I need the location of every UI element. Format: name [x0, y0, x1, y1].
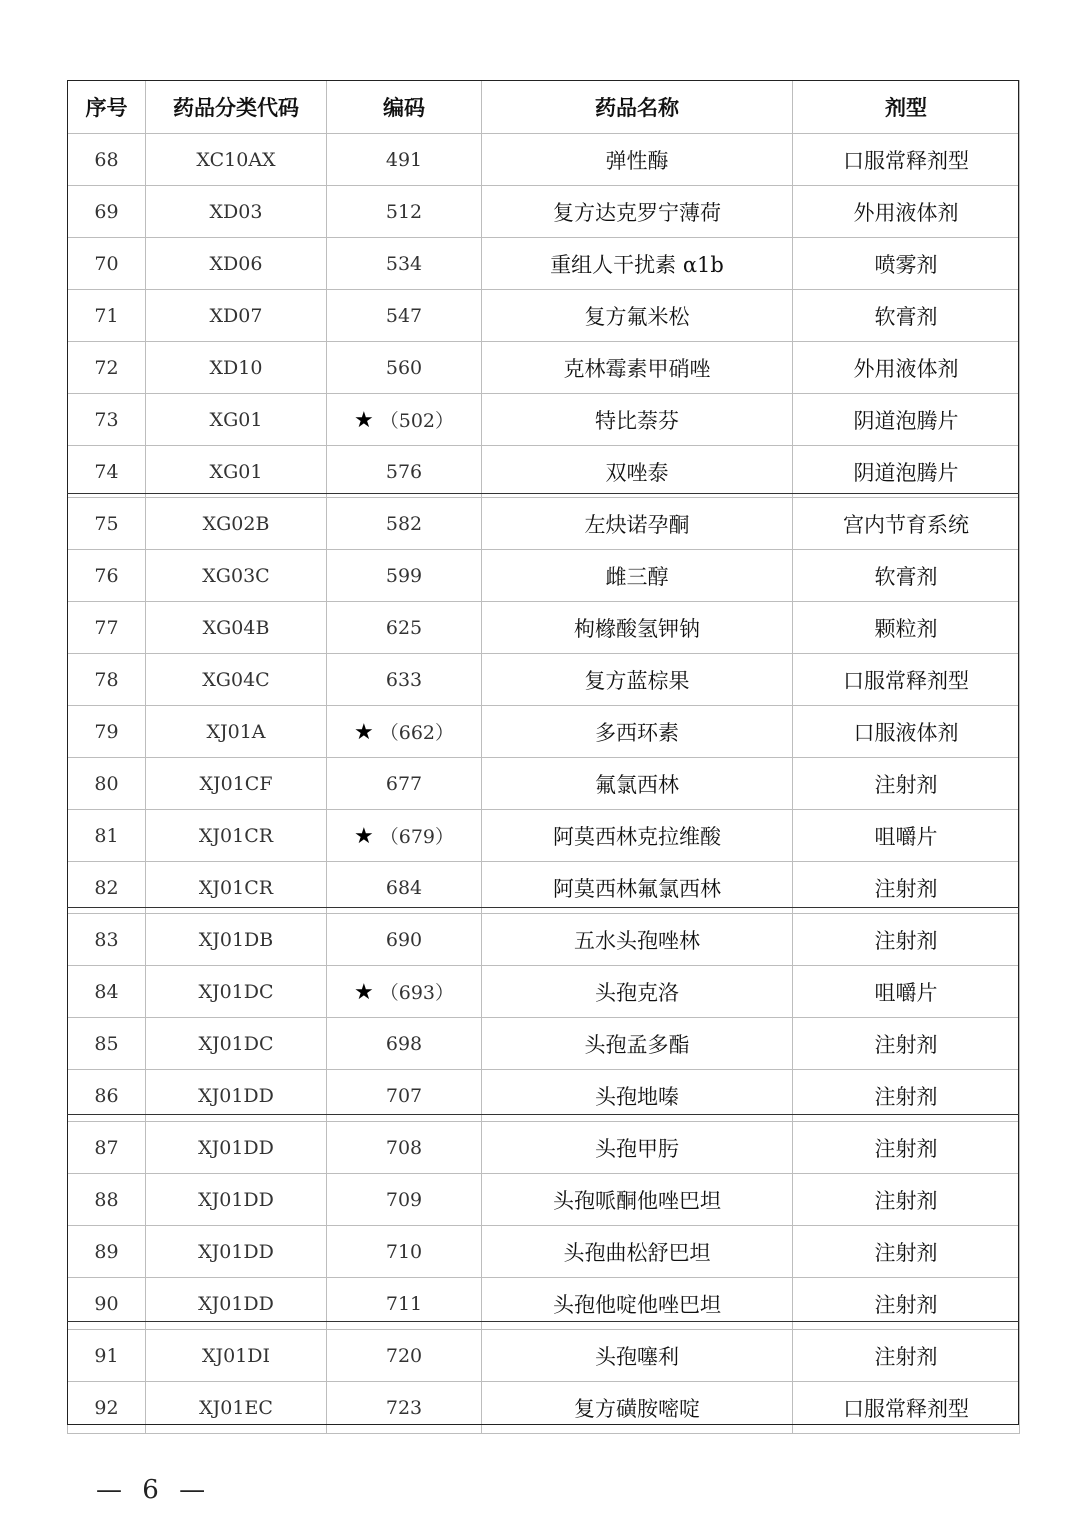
table-header-row [68, 81, 1020, 134]
serial-no-cell: 80 [68, 758, 146, 810]
code-value: 690 [385, 928, 423, 951]
code-value: （662） [379, 722, 454, 744]
code-value: 677 [385, 772, 423, 795]
code-cell [327, 706, 482, 758]
class-code-cell: XJ01DD [146, 1174, 327, 1226]
table-row [68, 1174, 1020, 1226]
dosage-form-cell: 咀嚼片 [793, 810, 1020, 862]
serial-no-cell: 78 [68, 654, 146, 706]
code-value: 633 [385, 668, 423, 691]
class-code-cell: XJ01CF [146, 758, 327, 810]
class-code-cell: XD03 [146, 186, 327, 238]
serial-no-cell: 69 [68, 186, 146, 238]
drug-name-cell: 氟氯西林 [482, 758, 793, 810]
dosage-form-cell: 口服常释剂型 [793, 654, 1020, 706]
table-body [68, 134, 1020, 1434]
star-icon: ★ [354, 980, 374, 1005]
table-row [68, 342, 1020, 394]
serial-no-cell: 77 [68, 602, 146, 654]
serial-no-cell: 70 [68, 238, 146, 290]
code-cell [327, 1382, 482, 1434]
table-row [68, 1018, 1020, 1070]
drug-name-cell: 头孢曲松舒巴坦 [482, 1226, 793, 1278]
code-value: 560 [385, 356, 423, 379]
code-value: 534 [385, 252, 423, 275]
serial-no-cell: 85 [68, 1018, 146, 1070]
serial-no-cell: 83 [68, 914, 146, 966]
drug-name-cell: 弹性酶 [482, 134, 793, 186]
serial-no-cell: 88 [68, 1174, 146, 1226]
code-cell [327, 1070, 482, 1122]
class-code-cell: XJ01DD [146, 1226, 327, 1278]
dosage-form-cell: 外用液体剂 [793, 342, 1020, 394]
serial-no-cell: 82 [68, 862, 146, 914]
header-dosage-form: 剂型 [793, 81, 1020, 134]
class-code-cell: XC10AX [146, 134, 327, 186]
class-code-cell: XG01 [146, 446, 327, 498]
table-row [68, 238, 1020, 290]
drug-name-cell: 多西环素 [482, 706, 793, 758]
code-cell [327, 914, 482, 966]
table-row [68, 446, 1020, 498]
header-serial-no: 序号 [68, 81, 146, 134]
drug-name-cell: 复方达克罗宁薄荷 [482, 186, 793, 238]
class-code-cell: XJ01DI [146, 1330, 327, 1382]
code-value: 582 [385, 512, 423, 535]
table-row [68, 1070, 1020, 1122]
code-cell [327, 342, 482, 394]
code-value: 599 [385, 564, 423, 587]
drug-name-cell: 复方蓝棕果 [482, 654, 793, 706]
code-cell [327, 966, 482, 1018]
dosage-form-cell: 注射剂 [793, 1226, 1020, 1278]
drug-name-cell: 双唑泰 [482, 446, 793, 498]
class-code-cell: XJ01DC [146, 1018, 327, 1070]
class-code-cell: XJ01DD [146, 1278, 327, 1330]
table-row [68, 1226, 1020, 1278]
class-code-cell: XG02B [146, 498, 327, 550]
code-value: 547 [385, 304, 423, 327]
drug-name-cell: 特比萘芬 [482, 394, 793, 446]
class-code-cell: XJ01EC [146, 1382, 327, 1434]
class-code-cell: XJ01CR [146, 810, 327, 862]
dosage-form-cell: 注射剂 [793, 758, 1020, 810]
serial-no-cell: 81 [68, 810, 146, 862]
drug-name-cell: 重组人干扰素 α1b [482, 238, 793, 290]
table-row [68, 186, 1020, 238]
serial-no-cell: 68 [68, 134, 146, 186]
code-value: 576 [385, 460, 423, 483]
table-row [68, 1382, 1020, 1434]
serial-no-cell: 87 [68, 1122, 146, 1174]
table-row [68, 1278, 1020, 1330]
code-value: 625 [385, 616, 423, 639]
table-row [68, 550, 1020, 602]
dosage-form-cell: 注射剂 [793, 1174, 1020, 1226]
drug-name-cell: 头孢他啶他唑巴坦 [482, 1278, 793, 1330]
header-class-code: 药品分类代码 [146, 81, 327, 134]
code-cell [327, 758, 482, 810]
dosage-form-cell: 注射剂 [793, 1330, 1020, 1382]
serial-no-cell: 91 [68, 1330, 146, 1382]
code-value: （693） [379, 982, 454, 1004]
code-value: 698 [385, 1032, 423, 1055]
star-icon: ★ [354, 408, 374, 433]
dosage-form-cell: 口服常释剂型 [793, 1382, 1020, 1434]
code-cell [327, 1330, 482, 1382]
dosage-form-cell: 注射剂 [793, 914, 1020, 966]
dosage-form-cell: 阴道泡腾片 [793, 446, 1020, 498]
drug-name-cell: 头孢甲肟 [482, 1122, 793, 1174]
header-code: 编码 [327, 81, 482, 134]
class-code-cell: XG03C [146, 550, 327, 602]
table-row [68, 810, 1020, 862]
serial-no-cell: 76 [68, 550, 146, 602]
drug-name-cell: 复方磺胺嘧啶 [482, 1382, 793, 1434]
code-cell [327, 446, 482, 498]
drug-name-cell: 克林霉素甲硝唑 [482, 342, 793, 394]
code-cell [327, 1278, 482, 1330]
dosage-form-cell: 阴道泡腾片 [793, 394, 1020, 446]
drug-name-cell: 复方氟米松 [482, 290, 793, 342]
serial-no-cell: 79 [68, 706, 146, 758]
code-value: 709 [385, 1188, 423, 1211]
dosage-form-cell: 注射剂 [793, 1278, 1020, 1330]
code-value: （679） [379, 826, 454, 848]
code-value: 512 [385, 200, 423, 223]
dosage-form-cell: 咀嚼片 [793, 966, 1020, 1018]
drug-name-cell: 头孢噻利 [482, 1330, 793, 1382]
serial-no-cell: 90 [68, 1278, 146, 1330]
drug-name-cell: 雌三醇 [482, 550, 793, 602]
dosage-form-cell: 注射剂 [793, 1122, 1020, 1174]
class-code-cell: XD07 [146, 290, 327, 342]
dosage-form-cell: 口服液体剂 [793, 706, 1020, 758]
serial-no-cell: 71 [68, 290, 146, 342]
table-row [68, 602, 1020, 654]
class-code-cell: XJ01DC [146, 966, 327, 1018]
class-code-cell: XJ01DB [146, 914, 327, 966]
table-row [68, 394, 1020, 446]
class-code-cell: XG04C [146, 654, 327, 706]
serial-no-cell: 92 [68, 1382, 146, 1434]
serial-no-cell: 84 [68, 966, 146, 1018]
code-value: （502） [379, 410, 454, 432]
table-row [68, 914, 1020, 966]
page-number: — 6 — [96, 1475, 212, 1505]
code-cell [327, 1226, 482, 1278]
code-cell [327, 1174, 482, 1226]
dosage-form-cell: 颗粒剂 [793, 602, 1020, 654]
drug-name-cell: 头孢地嗪 [482, 1070, 793, 1122]
code-cell [327, 654, 482, 706]
code-cell [327, 498, 482, 550]
code-value: 720 [385, 1344, 423, 1367]
code-cell [327, 1018, 482, 1070]
class-code-cell: XD10 [146, 342, 327, 394]
drug-name-cell: 头孢克洛 [482, 966, 793, 1018]
class-code-cell: XJ01DD [146, 1122, 327, 1174]
dosage-form-cell: 喷雾剂 [793, 238, 1020, 290]
table-row [68, 654, 1020, 706]
serial-no-cell: 72 [68, 342, 146, 394]
drug-name-cell: 五水头孢唑林 [482, 914, 793, 966]
code-cell [327, 134, 482, 186]
drug-name-cell: 头孢哌酮他唑巴坦 [482, 1174, 793, 1226]
code-cell [327, 238, 482, 290]
code-value: 707 [385, 1084, 423, 1107]
table-row [68, 498, 1020, 550]
dosage-form-cell: 软膏剂 [793, 550, 1020, 602]
dosage-form-cell: 注射剂 [793, 1018, 1020, 1070]
dosage-form-cell: 注射剂 [793, 1070, 1020, 1122]
code-value: 723 [385, 1396, 423, 1419]
serial-no-cell: 75 [68, 498, 146, 550]
dosage-form-cell: 注射剂 [793, 862, 1020, 914]
drug-name-cell: 头孢孟多酯 [482, 1018, 793, 1070]
star-icon: ★ [354, 720, 374, 745]
class-code-cell: XJ01A [146, 706, 327, 758]
dosage-form-cell: 外用液体剂 [793, 186, 1020, 238]
class-code-cell: XD06 [146, 238, 327, 290]
dosage-form-cell: 软膏剂 [793, 290, 1020, 342]
drug-name-cell: 阿莫西林氟氯西林 [482, 862, 793, 914]
class-code-cell: XG04B [146, 602, 327, 654]
code-cell [327, 862, 482, 914]
dosage-form-cell: 宫内节育系统 [793, 498, 1020, 550]
serial-no-cell: 89 [68, 1226, 146, 1278]
code-cell [327, 810, 482, 862]
drug-name-cell: 左炔诺孕酮 [482, 498, 793, 550]
table-row [68, 758, 1020, 810]
header-drug-name: 药品名称 [482, 81, 793, 134]
serial-no-cell: 74 [68, 446, 146, 498]
class-code-cell: XG01 [146, 394, 327, 446]
code-cell [327, 186, 482, 238]
serial-no-cell: 86 [68, 1070, 146, 1122]
drug-list-table [67, 80, 1020, 1434]
code-cell [327, 1122, 482, 1174]
drug-name-cell: 枸橼酸氢钾钠 [482, 602, 793, 654]
drug-name-cell: 阿莫西林克拉维酸 [482, 810, 793, 862]
serial-no-cell: 73 [68, 394, 146, 446]
code-cell [327, 602, 482, 654]
table-row [68, 1122, 1020, 1174]
class-code-cell: XJ01CR [146, 862, 327, 914]
table-row [68, 862, 1020, 914]
table-row [68, 134, 1020, 186]
table-row [68, 290, 1020, 342]
table-row [68, 706, 1020, 758]
code-cell [327, 394, 482, 446]
dosage-form-cell: 口服常释剂型 [793, 134, 1020, 186]
code-cell [327, 550, 482, 602]
code-cell [327, 290, 482, 342]
star-icon: ★ [354, 824, 374, 849]
code-value: 711 [385, 1292, 423, 1315]
code-value: 710 [385, 1240, 423, 1263]
class-code-cell: XJ01DD [146, 1070, 327, 1122]
code-value: 684 [385, 876, 423, 899]
code-value: 491 [385, 148, 423, 171]
table-row [68, 966, 1020, 1018]
table-row [68, 1330, 1020, 1382]
code-value: 708 [385, 1136, 423, 1159]
